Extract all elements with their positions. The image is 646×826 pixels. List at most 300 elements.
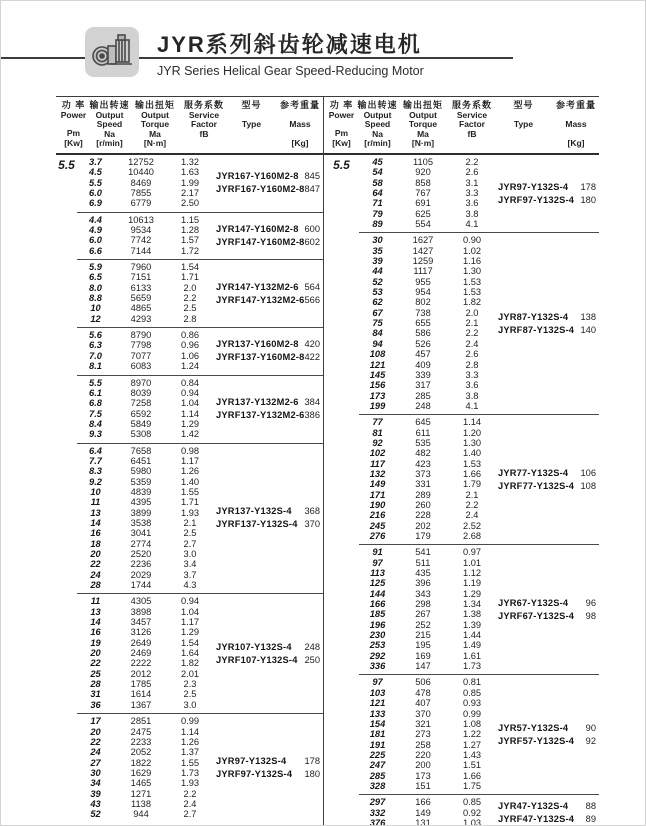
torque-value: 12752 xyxy=(128,156,154,167)
speed-value: 247 xyxy=(369,760,386,771)
table-row xyxy=(77,679,212,689)
model-mass: 98 xyxy=(585,610,596,621)
table-row xyxy=(359,157,494,167)
torque-value: 151 xyxy=(415,780,431,791)
type-block xyxy=(212,330,323,371)
torque-value: 944 xyxy=(133,809,149,820)
service-factor-value: 2.3 xyxy=(183,679,197,690)
service-factor-value: 1.93 xyxy=(180,507,200,518)
service-factor-value: 1.37 xyxy=(180,747,200,758)
service-factor-value: 1.53 xyxy=(462,458,482,469)
torque-value: 535 xyxy=(415,437,431,448)
table-row xyxy=(77,669,212,679)
model-mass: 88 xyxy=(585,801,596,812)
model-type: JYR147-Y160M2-8 xyxy=(216,223,299,234)
model-line xyxy=(216,224,320,234)
model-line xyxy=(216,237,320,247)
type-block xyxy=(212,215,323,256)
torque-value: 5308 xyxy=(130,429,152,440)
rows xyxy=(77,716,212,819)
model-type: JYR77-Y132S-4 xyxy=(498,467,569,478)
service-factor-value: 2.4 xyxy=(465,338,479,349)
service-factor-value: 0.92 xyxy=(462,807,482,818)
column-header-torque xyxy=(128,101,182,149)
service-factor-value: 1.53 xyxy=(462,287,482,298)
type-block xyxy=(212,596,323,710)
header-line: [N·m] xyxy=(411,138,435,149)
speed-value: 39 xyxy=(372,256,383,267)
table-row xyxy=(359,651,494,661)
header-line: Output xyxy=(141,109,169,120)
model-group xyxy=(359,674,599,794)
speed-value: 6.4 xyxy=(89,445,102,456)
torque-value: 1427 xyxy=(412,245,434,256)
header-line: Speed xyxy=(364,119,391,130)
service-factor-value: 1.30 xyxy=(462,437,482,448)
service-factor-value: 1.71 xyxy=(180,497,200,508)
table-row xyxy=(359,297,494,307)
speed-value: 108 xyxy=(369,349,386,360)
torque-value: 373 xyxy=(415,468,431,479)
service-factor-value: 0.94 xyxy=(180,387,200,398)
service-factor-value: 3.1 xyxy=(465,177,479,188)
torque-value: 2469 xyxy=(130,648,152,659)
service-factor-value: 1.29 xyxy=(180,418,200,429)
service-factor-value: 1.16 xyxy=(462,256,482,267)
speed-value: 173 xyxy=(369,390,386,401)
service-factor-value: 3.0 xyxy=(183,699,197,710)
table-row xyxy=(77,477,212,487)
speed-value: 113 xyxy=(370,568,385,579)
column-header-factor xyxy=(450,101,494,149)
speed-value: 102 xyxy=(369,448,386,459)
column-header-power xyxy=(324,101,359,149)
model-mass: 602 xyxy=(304,236,320,247)
torque-value: 7960 xyxy=(130,262,152,273)
speed-value: 5.5 xyxy=(89,377,102,388)
model-line xyxy=(216,642,320,652)
header-line: Torque xyxy=(140,119,170,130)
model-mass: 600 xyxy=(304,223,320,234)
service-factor-value: 1.42 xyxy=(180,429,200,440)
speed-value: 75 xyxy=(372,318,383,329)
model-type: JYR167-Y160M2-8 xyxy=(216,171,299,182)
service-factor-value: 3.7 xyxy=(183,569,197,580)
torque-value: 482 xyxy=(415,448,431,459)
speed-value: 245 xyxy=(369,520,386,531)
table-row xyxy=(77,178,212,188)
service-factor-value: 1.99 xyxy=(180,177,200,188)
torque-value: 7258 xyxy=(130,398,152,409)
model-group xyxy=(359,414,599,544)
model-line xyxy=(498,736,596,746)
table-row xyxy=(359,349,494,359)
table-row xyxy=(77,570,212,580)
table-row xyxy=(77,528,212,538)
service-factor-value: 1.17 xyxy=(180,617,200,628)
header-line: Type xyxy=(241,118,262,129)
spec-table-left-half xyxy=(56,97,323,826)
service-factor-value: 2.5 xyxy=(183,528,197,539)
service-factor-value: 3.8 xyxy=(465,390,479,401)
torque-value: 1271 xyxy=(130,788,152,799)
service-factor-value: 2.2 xyxy=(183,293,197,304)
torque-value: 655 xyxy=(415,318,431,329)
speed-value: 53 xyxy=(372,287,383,298)
service-factor-value: 1.43 xyxy=(462,749,482,760)
page-title: JYR系列斜齿轮减速电机 xyxy=(157,32,422,57)
speed-value: 24 xyxy=(90,747,101,758)
model-line xyxy=(498,723,596,733)
torque-value: 955 xyxy=(415,276,431,287)
service-factor-value: 0.85 xyxy=(462,797,482,808)
header-line: 输出扭矩 xyxy=(402,100,443,110)
service-factor-value: 3.3 xyxy=(465,369,479,380)
speed-value: 156 xyxy=(369,380,386,391)
table-row xyxy=(77,518,212,528)
table-row xyxy=(77,215,212,225)
service-factor-value: 2.7 xyxy=(183,809,197,820)
table-row xyxy=(359,760,494,770)
torque-value: 3041 xyxy=(130,528,152,539)
speed-value: 10 xyxy=(90,303,101,314)
torque-value: 10613 xyxy=(128,214,154,225)
type-block xyxy=(212,157,323,209)
header-line: Mass xyxy=(289,118,311,129)
speed-value: 9.2 xyxy=(89,476,102,487)
torque-value: 586 xyxy=(415,328,431,339)
speed-value: 285 xyxy=(369,770,386,781)
torque-value: 273 xyxy=(415,729,431,740)
torque-value: 7144 xyxy=(130,245,152,256)
table-row xyxy=(77,539,212,549)
table-row xyxy=(359,479,494,489)
service-factor-value: 0.98 xyxy=(180,445,200,456)
service-factor-value: 2.0 xyxy=(183,282,197,293)
model-mass: 90 xyxy=(585,722,596,733)
torque-value: 1259 xyxy=(412,256,434,267)
table-row xyxy=(359,599,494,609)
service-factor-value: 1.53 xyxy=(462,276,482,287)
table-row xyxy=(359,729,494,739)
torque-value: 6451 xyxy=(130,455,152,466)
table-row xyxy=(359,500,494,510)
model-type: JYRF47-Y132S-4 xyxy=(498,814,575,825)
table-header xyxy=(324,97,599,155)
torque-value: 10440 xyxy=(128,167,154,178)
table-row xyxy=(77,246,212,256)
table-row xyxy=(359,198,494,208)
speed-value: 20 xyxy=(90,726,101,737)
torque-value: 2012 xyxy=(130,668,152,679)
service-factor-value: 2.52 xyxy=(462,520,482,531)
torque-value: 554 xyxy=(415,219,431,230)
speed-value: 6.9 xyxy=(89,198,102,209)
power-value: 5.5 xyxy=(58,157,75,172)
table-row xyxy=(77,351,212,361)
service-factor-value: 4.3 xyxy=(183,580,197,591)
model-mass: 178 xyxy=(580,181,596,192)
torque-value: 2851 xyxy=(130,716,152,727)
table-row xyxy=(359,547,494,557)
table-row xyxy=(77,497,212,507)
speed-value: 125 xyxy=(369,578,386,589)
table-row xyxy=(359,417,494,427)
speed-value: 121 xyxy=(369,698,386,709)
service-factor-value: 1.29 xyxy=(462,588,482,599)
torque-value: 7742 xyxy=(130,235,152,246)
header-line: Pm xyxy=(66,128,81,139)
speed-value: 185 xyxy=(369,609,386,620)
table-row xyxy=(359,558,494,568)
torque-value: 5359 xyxy=(130,476,152,487)
table-row xyxy=(77,188,212,198)
header-line: [N·m] xyxy=(143,138,167,149)
column-header-mass xyxy=(553,101,599,149)
table-row xyxy=(359,167,494,177)
service-factor-value: 2.1 xyxy=(465,489,479,500)
table-row xyxy=(359,719,494,729)
torque-value: 1627 xyxy=(412,235,434,246)
header-line: Service xyxy=(456,109,488,120)
column-header-speed xyxy=(359,101,396,149)
model-group xyxy=(77,327,323,374)
speed-value: 20 xyxy=(90,648,101,659)
speed-value: 19 xyxy=(90,637,101,648)
type-block xyxy=(212,378,323,440)
service-factor-value: 2.5 xyxy=(183,303,197,314)
table-row xyxy=(359,609,494,619)
table-row xyxy=(359,339,494,349)
groups xyxy=(77,155,323,826)
speed-value: 7.0 xyxy=(89,350,102,361)
torque-value: 4305 xyxy=(130,596,152,607)
speed-value: 10 xyxy=(90,486,101,497)
service-factor-value: 4.1 xyxy=(465,219,479,230)
torque-value: 4839 xyxy=(130,486,152,497)
table-row xyxy=(77,272,212,282)
table-row xyxy=(77,398,212,408)
service-factor-value: 1.20 xyxy=(462,427,482,438)
speed-value: 89 xyxy=(372,219,383,230)
model-line xyxy=(498,325,596,335)
service-factor-value: 1.64 xyxy=(180,648,200,659)
rows xyxy=(359,797,494,826)
speed-value: 230 xyxy=(369,630,386,641)
model-mass: 178 xyxy=(304,756,320,767)
model-group xyxy=(77,259,323,327)
header-line: 服务系数 xyxy=(183,100,224,110)
model-type: JYR137-Y160M2-8 xyxy=(216,339,299,350)
service-factor-value: 1.82 xyxy=(462,297,482,308)
service-factor-value: 0.94 xyxy=(180,596,200,607)
rows xyxy=(359,677,494,791)
table-row xyxy=(359,698,494,708)
service-factor-value: 1.30 xyxy=(462,266,482,277)
table-row xyxy=(359,360,494,370)
torque-value: 285 xyxy=(415,390,431,401)
torque-value: 260 xyxy=(415,499,431,510)
header-line: 输出转速 xyxy=(89,100,130,110)
header-line: Ma xyxy=(149,128,161,139)
torque-value: 8790 xyxy=(130,330,152,341)
torque-value: 215 xyxy=(415,630,431,641)
table-row xyxy=(359,188,494,198)
header-line: Type xyxy=(513,118,534,129)
service-factor-value: 1.40 xyxy=(462,448,482,459)
rows xyxy=(359,235,494,411)
speed-value: 54 xyxy=(372,167,383,178)
service-factor-value: 2.8 xyxy=(183,313,197,324)
model-mass: 564 xyxy=(304,281,320,292)
model-line xyxy=(498,611,596,621)
service-factor-value: 0.99 xyxy=(180,716,200,727)
model-group xyxy=(359,155,599,232)
speed-value: 39 xyxy=(90,788,101,799)
model-line xyxy=(216,295,320,305)
service-factor-value: 0.96 xyxy=(180,340,200,351)
torque-value: 5980 xyxy=(130,466,152,477)
speed-value: 133 xyxy=(369,708,386,719)
rows xyxy=(359,547,494,671)
table-row xyxy=(77,456,212,466)
table-row xyxy=(359,380,494,390)
column-header-mass xyxy=(277,101,323,149)
table-row xyxy=(359,246,494,256)
table-row xyxy=(359,256,494,266)
table-row xyxy=(359,401,494,411)
speed-value: 97 xyxy=(372,557,383,568)
service-factor-value: 2.1 xyxy=(465,318,479,329)
speed-value: 13 xyxy=(90,507,101,518)
table-row xyxy=(359,219,494,229)
masthead xyxy=(1,1,645,96)
speed-value: 196 xyxy=(369,619,386,630)
service-factor-value: 1.38 xyxy=(462,609,482,620)
torque-value: 1117 xyxy=(413,266,433,277)
service-factor-value: 1.82 xyxy=(180,658,200,669)
speed-value: 92 xyxy=(372,437,383,448)
table-row xyxy=(77,446,212,456)
speed-value: 34 xyxy=(90,778,101,789)
model-type: JYRF137-Y132M2-6 xyxy=(216,410,305,421)
header-line: Power xyxy=(60,109,87,120)
service-factor-value: 1.54 xyxy=(180,262,200,273)
speed-value: 43 xyxy=(90,798,101,809)
torque-value: 4395 xyxy=(130,497,152,508)
speed-value: 20 xyxy=(90,549,101,559)
speed-value: 64 xyxy=(372,188,383,198)
table-row xyxy=(77,388,212,398)
torque-value: 6779 xyxy=(130,198,152,209)
service-factor-value: 2.2 xyxy=(183,788,197,799)
model-mass: 138 xyxy=(580,311,596,322)
speed-value: 8.4 xyxy=(89,418,102,429)
speed-value: 171 xyxy=(369,489,386,500)
torque-value: 2236 xyxy=(130,559,152,570)
service-factor-value: 1.73 xyxy=(462,661,482,672)
header-line: Service xyxy=(188,109,220,120)
model-type: JYRF167-Y160M2-8 xyxy=(216,184,305,195)
speed-value: 8.1 xyxy=(89,361,102,372)
service-factor-value: 1.06 xyxy=(180,350,200,361)
table-row xyxy=(77,303,212,313)
speed-value: 4.5 xyxy=(89,167,102,178)
model-type: JYRF147-Y132M2-6 xyxy=(216,294,305,305)
rows xyxy=(77,378,212,440)
torque-value: 435 xyxy=(415,568,431,579)
column-header-type xyxy=(226,101,277,149)
table-row xyxy=(359,510,494,520)
speed-value: 79 xyxy=(372,208,383,219)
table-row xyxy=(359,277,494,287)
table-row xyxy=(359,620,494,630)
speed-value: 14 xyxy=(90,517,101,528)
table-row xyxy=(77,167,212,177)
service-factor-value: 1.04 xyxy=(180,606,200,617)
table-row xyxy=(359,568,494,578)
model-group xyxy=(77,713,323,822)
torque-value: 858 xyxy=(415,177,431,188)
speed-value: 45 xyxy=(372,156,383,167)
table-row xyxy=(77,617,212,627)
table-row xyxy=(77,466,212,476)
model-group xyxy=(77,593,323,713)
speed-value: 58 xyxy=(372,177,383,188)
service-factor-value: 1.12 xyxy=(462,568,482,579)
groups xyxy=(359,155,599,826)
model-mass: 96 xyxy=(585,597,596,608)
table-row xyxy=(359,370,494,380)
torque-value: 802 xyxy=(415,297,431,308)
speed-value: 149 xyxy=(369,479,386,490)
table-row xyxy=(77,157,212,167)
speed-value: 36 xyxy=(90,699,101,710)
speed-value: 253 xyxy=(369,640,386,651)
table-body xyxy=(56,155,323,826)
speed-value: 27 xyxy=(90,757,101,768)
torque-value: 1614 xyxy=(130,689,152,700)
model-mass: 250 xyxy=(304,654,320,665)
torque-value: 9534 xyxy=(130,225,152,236)
torque-value: 407 xyxy=(415,698,431,709)
torque-value: 1367 xyxy=(130,699,152,710)
service-factor-value: 1.26 xyxy=(180,736,200,747)
header-line: [Kw] xyxy=(332,137,351,148)
model-type: JYR137-Y132M2-6 xyxy=(216,397,299,408)
torque-value: 6083 xyxy=(130,361,152,372)
model-line xyxy=(498,481,596,491)
table-row xyxy=(77,596,212,606)
table-row xyxy=(359,640,494,650)
torque-value: 423 xyxy=(415,458,431,469)
header-line: Factor xyxy=(191,119,217,130)
service-factor-value: 1.14 xyxy=(462,417,482,428)
speed-value: 31 xyxy=(90,689,101,700)
speed-value: 6.1 xyxy=(89,387,102,398)
column-header-type xyxy=(494,101,553,149)
speed-value: 144 xyxy=(369,588,386,599)
torque-value: 4865 xyxy=(130,303,152,314)
table-row xyxy=(77,559,212,569)
torque-value: 2649 xyxy=(130,637,152,648)
table-row xyxy=(77,262,212,272)
torque-value: 248 xyxy=(415,400,431,411)
speed-value: 4.4 xyxy=(89,214,102,225)
torque-value: 5849 xyxy=(130,418,152,429)
table-row xyxy=(77,340,212,350)
header-line: [Kw] xyxy=(64,137,83,148)
